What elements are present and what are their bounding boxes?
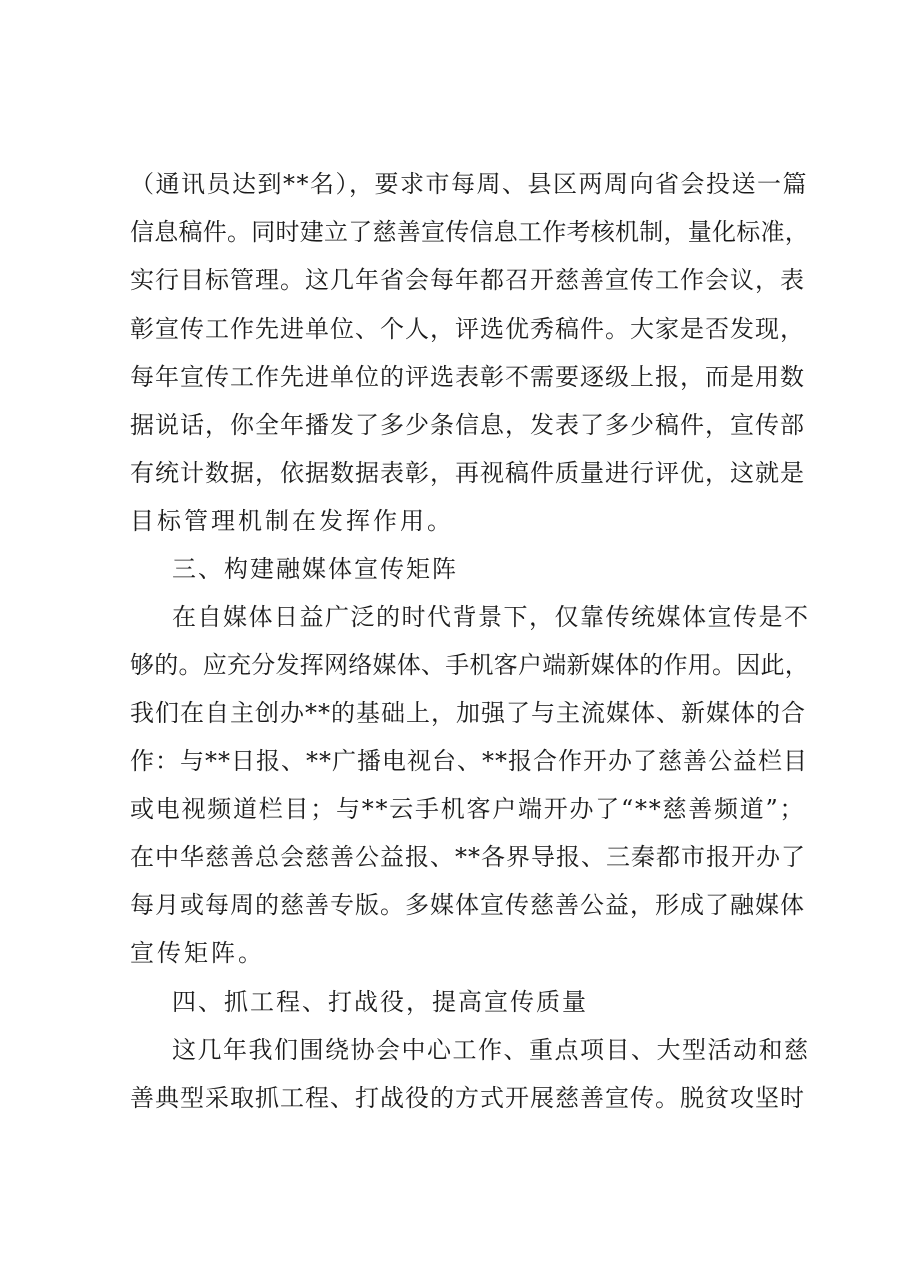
paragraph-line: 彰宣传工作先进单位、个人，评选优秀稿件。大家是否发现，: [130, 315, 805, 343]
paragraph-line: （通讯员达到**名），要求市每周、县区两周向省会投送一篇: [130, 170, 808, 198]
paragraph-line: 每月或每周的慈善专版。多媒体宣传慈善公益，形成了融媒体: [130, 891, 805, 919]
paragraph-line: 在自媒体日益广泛的时代背景下，仅靠传统媒体宣传是不: [172, 603, 810, 631]
paragraph-line: 善典型采取抓工程、打战役的方式开展慈善宣传。脱贫攻坚时: [130, 1084, 805, 1112]
paragraph-line: 够的。应充分发挥网络媒体、手机客户端新媒体的作用。因此，: [130, 651, 809, 679]
section-heading-4: 四、抓工程、打战役，提高宣传质量: [172, 988, 588, 1016]
paragraph-line: 在中华慈善总会慈善公益报、**各界导报、三秦都市报开办了: [130, 843, 806, 871]
paragraph-line: 实行目标管理。这几年省会每年都召开慈善宣传工作会议，表: [130, 266, 805, 294]
paragraph-line: 这几年我们围绕协会中心工作、重点项目、大型活动和慈: [172, 1036, 810, 1064]
paragraph-line: 我们在自主创办**的基础上，加强了与主流媒体、新媒体的合: [130, 699, 806, 727]
paragraph-line: 宣传矩阵。: [130, 939, 265, 967]
paragraph-line: 每年宣传工作先进单位的评选表彰不需要逐级上报，而是用数: [130, 363, 805, 391]
section-heading-3: 三、构建融媒体宣传矩阵: [172, 555, 458, 583]
paragraph-line: 目标管理机制在发挥作用。: [130, 507, 454, 535]
paragraph-line: 或电视频道栏目；与**云手机客户端开办了“**慈善频道”；: [130, 795, 806, 823]
paragraph-line: 信息稿件。同时建立了慈善宣传信息工作考核机制，量化标准，: [130, 218, 809, 246]
paragraph-line: 作：与**日报、**广播电视台、**报合作开办了慈善公益栏目: [130, 747, 808, 775]
paragraph-line: 有统计数据，依据数据表彰，再视稿件质量进行评优，这就是: [130, 459, 805, 487]
paragraph-line: 据说话，你全年播发了多少条信息，发表了多少稿件，宣传部: [130, 411, 805, 439]
